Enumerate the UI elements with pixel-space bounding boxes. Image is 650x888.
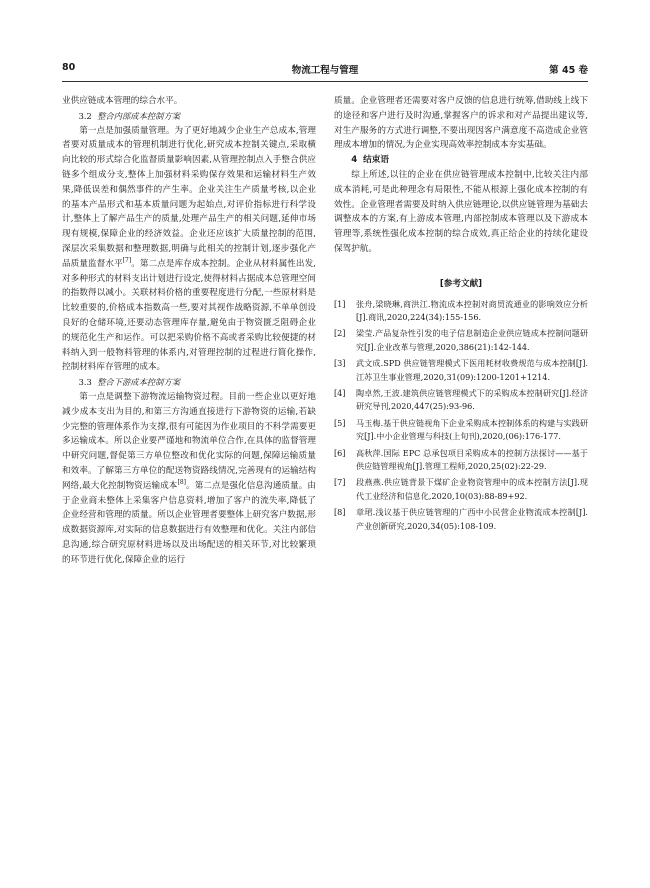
reference-item — [334, 506, 588, 533]
citation-7: [7] — [122, 256, 132, 264]
reference-list — [334, 298, 588, 534]
page-number: 80 — [62, 62, 76, 73]
reference-item — [334, 298, 588, 325]
reference-number: [1] — [334, 298, 346, 309]
reference-text: 梁莹.产品复杂性引发的电子信息制造企业供应链成本控制问题研究[J].企业改革与管理,2020,386(21):142-144. — [356, 328, 588, 352]
paragraph-quality-inventory — [62, 124, 316, 376]
section-heading-4 — [334, 153, 588, 168]
continuation-text: 业供应链成本管理的综合水平。 — [62, 96, 183, 106]
section-title: 整合下游成本控制方案 — [97, 377, 181, 388]
paragraph-downstream — [62, 390, 316, 568]
paragraph-text: 第一点是调整下游物流运输物资过程。目前一些企业以更好地减少成本支出为目的,和第三方沟通直接进行下游物资的运输,若缺少完整的管理体系作为支撑,很有可能因为作业项目的不科学需要更多运输成本。所以企业要严谨地和物流单位合作,在具体的监督管理中研究问题,督促第三方单位整改和优化实际的问题,保障运输质量和效率。了解第三方单位的配送物资路线情况,完善现有的运输结构网络,最大化控制物资运输成本 — [62, 391, 316, 491]
reference-number: [2] — [334, 328, 346, 339]
volume-label: 第 45 卷 — [549, 65, 588, 76]
reference-text: 马玉梅.基于供应链视角下企业采购成本控制体系的构建与实践研究[J].中小企业管理与科技(上旬刊),2020,(06):176-177. — [356, 417, 588, 442]
section-number: 3.2 — [78, 110, 92, 121]
reference-number: [5] — [334, 417, 346, 428]
continuation-text: 质量。企业管理者还需要对客户反馈的信息进行统筹,借助线上线下的途径和客户进行及时沟通,掌握客户的诉求和对产品提出建议等,对生产服务的方式进行调整,不要出现因客户满意度不高造成企业管理成本增加的情况,为企业实现高效率控制成本夯实基础。 — [334, 96, 588, 151]
paragraph-text: 。第二点是强化信息沟通质量。由于企业商未整体上采集客户信息资料,增加了客户的流失率,降低了企业经营和管理的质量。所以企业管理者要整体上研究客户数据,形成数据资源库,对实际的信息数据进行有效整理和优化。关注内部信息沟通,综合研究原材料进场以及出场配送的相关环节,对比较繁琐的环节进行优化,保障企业的运行 — [62, 480, 316, 565]
reference-item — [334, 387, 588, 414]
reference-text: 武文成.SPD 供应链管理模式下医用耗材收费规范与成本控制[J].江苏卫生事业管理,2020,31(09):1200-1201+1214. — [356, 358, 588, 382]
page-header — [62, 62, 588, 80]
reference-number: [3] — [334, 358, 346, 369]
reference-number: [4] — [334, 388, 346, 398]
reference-item — [334, 417, 588, 444]
conclusion-paragraph: 综上所述,以往的企业在供应链管理成本控制中,比较关注内部成本消耗,可是此种理念有局限性,不能从根源上强化成本控制的有效性。企业管理者需要及时纳入供应链理论,以供应链管理为基础去调整成本的方案,有上游成本管理,内部控制成本管理以及下游成本管理等,系统性强化成本控制的综合成效,真正给企业的持续化建设保驾护航。 — [334, 169, 588, 254]
paragraph-text: 第一点是加强质量管理。为了更好地减少企业生产总成本,管理者要对质量成本的管理机制进行优化,研究成本控制关键点,采取横向比较的形式综合化监督质量影响因素,从管理控制点入手整合供应链多个组成分支,整体上加强材料采购保存效果和运输材料生产效果,降低误差和偶然事件的产生率。企业关注生产质量考核,以企业的基本产品形式和基本质量问题为起始点,对评价指标进行科学设计,整体上了解产品生产的质量,处理产品生产的相关问题,延伸市场现有规模,保障企业的经济效益。企业还应该扩大质量控制的范围,深层次采集数据和整理数据,明确与此相关的控制计划,逐步强化产品质量监督水平 — [62, 125, 316, 269]
section-title: 整合内部成本控制方案 — [97, 110, 181, 121]
reference-text: 高秋萍.国际 EPC 总承包项目采购成本的控制方法探讨——基于供应链管理视角[J].管理工程师,2020,25(02):22-29. — [356, 447, 588, 472]
reference-text: 章珺.浅议基于供应链管理的广西中小民营企业物流成本控制[J].产业创新研究,2020,34(05):108-109. — [356, 507, 588, 531]
references-title: [参考文献] — [439, 278, 483, 289]
section-number: 3.3 — [78, 377, 92, 388]
left-column — [62, 94, 316, 568]
section-title: 结束语 — [363, 155, 389, 166]
paragraph-text: 。第二点是库存成本控制。企业从材料属性出发,对多种形式的材料支出计划进行设定,使得材料占据成本总管理空间的指数得以减小。关联材料价格的重要程度进行分配,一些原材料是比较重要的,价格成本指数高一些,要对其视作战略资源,不单单创设良好的仓储环境,还要动态管理库存量,避免由于物资匮乏阻碍企业的规范化生产和运作。可以把采购价格不高或者采购比较便捷的材料纳入到一般物料管理的体系内,对管理控制的过程进行简化操作,控制材料库存管理的成本。 — [62, 258, 316, 373]
reference-number: [6] — [334, 447, 346, 458]
reference-item — [334, 476, 588, 503]
reference-item — [334, 447, 588, 474]
reference-number: [8] — [334, 507, 346, 518]
reference-text: 陶卓然,王波.建筑供应链管理模式下的采购成本控制研究[J].经济研究导刊,2020,447(25):93-96. — [356, 388, 588, 412]
reference-text: 段燕燕.供应链背景下煤矿企业物资管理中的成本控制方法[J].现代工业经济和信息化,2020,10(03):88-89+92. — [356, 477, 588, 501]
header-rule — [62, 81, 588, 82]
section-heading-3-3 — [62, 375, 316, 390]
section-number: 4 — [351, 155, 358, 166]
reference-item — [334, 327, 588, 354]
journal-title: 物流工程与管理 — [291, 65, 359, 76]
citation-8: [8] — [177, 478, 186, 486]
section-heading-3-2 — [62, 109, 316, 124]
reference-item — [334, 357, 588, 384]
right-column — [334, 94, 588, 536]
reference-text: 张舟,梁晓琳,商洪江.物流成本控制对商贸流通业的影响效应分析[J].商讯,2020,224(34):155-156. — [356, 298, 588, 322]
reference-number: [7] — [334, 477, 346, 488]
